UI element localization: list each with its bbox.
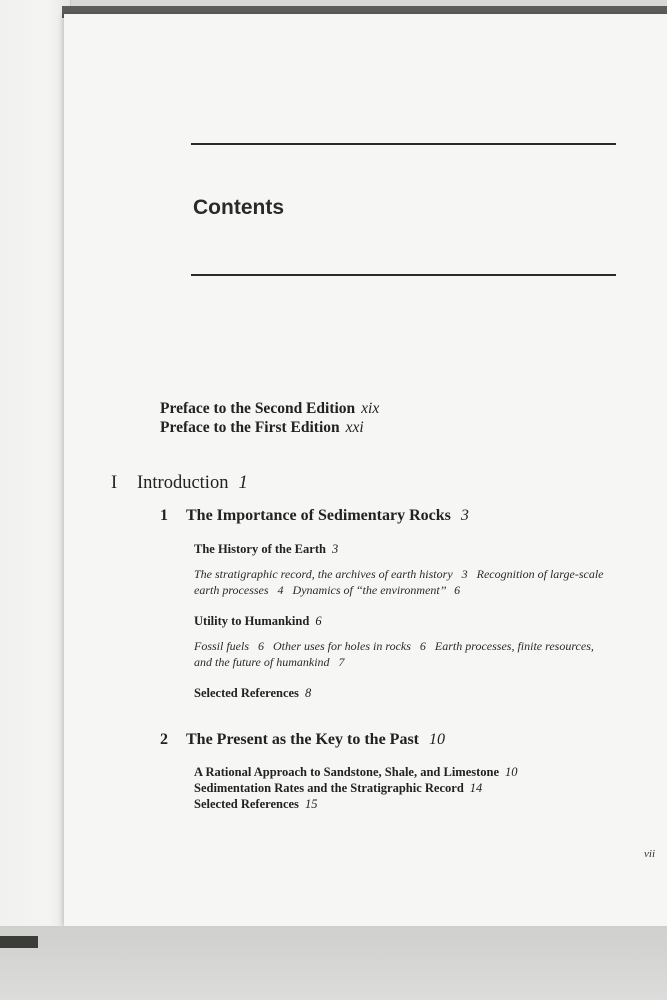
- subentry[interactable]: [194, 583, 284, 597]
- subentry-page: 3: [461, 567, 468, 581]
- entry-page: xxi: [345, 419, 364, 436]
- chapter-label: The Importance of Sedimentary Rocks: [186, 507, 451, 524]
- section-page: 15: [304, 797, 318, 811]
- toc-section-history[interactable]: [194, 542, 338, 557]
- section-label: A Rational Approach to Sandstone, Shale, and Limestone: [194, 765, 500, 779]
- section-page: 14: [469, 781, 483, 795]
- page-title: Contents: [193, 196, 284, 219]
- subentry[interactable]: [435, 639, 594, 653]
- subentry-label: Fossil fuels: [194, 639, 250, 653]
- subentry-page: 4: [277, 583, 284, 597]
- toc-subentries-utility-line1: [194, 638, 594, 654]
- toc-subentries-history-line2: [194, 582, 460, 598]
- entry-page: xix: [361, 400, 380, 417]
- toc-subentries-history-line1: [194, 566, 604, 582]
- entry-label: Preface to the Second Edition: [160, 400, 356, 417]
- toc-entry-preface-second[interactable]: [160, 400, 379, 418]
- page-folio: vii: [644, 848, 655, 860]
- subentry-label: and the future of humankind: [194, 655, 330, 669]
- subentry-page: 6: [258, 639, 265, 653]
- subentry-page: 6: [419, 639, 426, 653]
- entry-label: Preface to the First Edition: [160, 419, 340, 436]
- part-numeral: I: [111, 473, 118, 493]
- subentry-label: Dynamics of ‘‘the environment’’: [292, 583, 446, 597]
- toc-section-utility[interactable]: [194, 614, 322, 629]
- toc-section-references-ch1[interactable]: [194, 686, 311, 701]
- subentry[interactable]: [477, 567, 604, 581]
- subentry-label: Recognition of large-scale: [476, 567, 604, 581]
- part-page: 1: [238, 473, 248, 493]
- section-page: 10: [505, 765, 518, 779]
- subentry-page: 6: [454, 583, 461, 597]
- section-page: 6: [315, 614, 322, 628]
- chapter-label: The Present as the Key to the Past: [186, 731, 419, 748]
- toc-chapter-2[interactable]: [160, 731, 445, 749]
- chapter-page: 10: [429, 731, 445, 748]
- subentry-label: Earth processes, finite resources,: [434, 639, 594, 653]
- chapter-page: 3: [460, 507, 469, 524]
- section-page: 8: [304, 686, 312, 700]
- section-label: Utility to Humankind: [194, 614, 310, 628]
- toc-section-references-ch2[interactable]: [194, 797, 317, 812]
- section-label: The History of the Earth: [194, 542, 326, 556]
- toc-subentries-utility-line2: [194, 654, 345, 670]
- toc-section-sedimentation-rates[interactable]: [194, 781, 482, 796]
- section-label: Sedimentation Rates and the Stratigraphic Record: [194, 781, 464, 795]
- background-surface: [0, 926, 667, 1000]
- subentry[interactable]: [293, 583, 461, 597]
- subentry-page: 7: [338, 655, 345, 669]
- subentry[interactable]: [194, 655, 345, 669]
- facing-page-edge: [0, 0, 71, 940]
- subentry[interactable]: [273, 639, 426, 653]
- chapter-number: 1: [160, 507, 168, 524]
- subentry[interactable]: [194, 639, 264, 653]
- toc-entry-preface-first[interactable]: [160, 419, 364, 437]
- chapter-number: 2: [160, 731, 168, 748]
- book-binding: [0, 936, 38, 948]
- top-rule: [191, 143, 616, 145]
- toc-chapter-1[interactable]: [160, 507, 469, 525]
- part-label: Introduction: [137, 473, 229, 493]
- section-label: Selected References: [194, 686, 299, 700]
- section-label: Selected References: [194, 797, 299, 811]
- subentry-label: Other uses for holes in rocks: [273, 639, 411, 653]
- section-page: 3: [331, 542, 339, 556]
- bottom-rule: [191, 274, 616, 276]
- subentry-label: earth processes: [194, 583, 269, 597]
- subentry[interactable]: [194, 567, 468, 581]
- toc-part-introduction[interactable]: [111, 473, 248, 494]
- subentry-label: The stratigraphic record, the archives of earth history: [194, 567, 453, 581]
- toc-section-rational-approach[interactable]: [194, 765, 518, 780]
